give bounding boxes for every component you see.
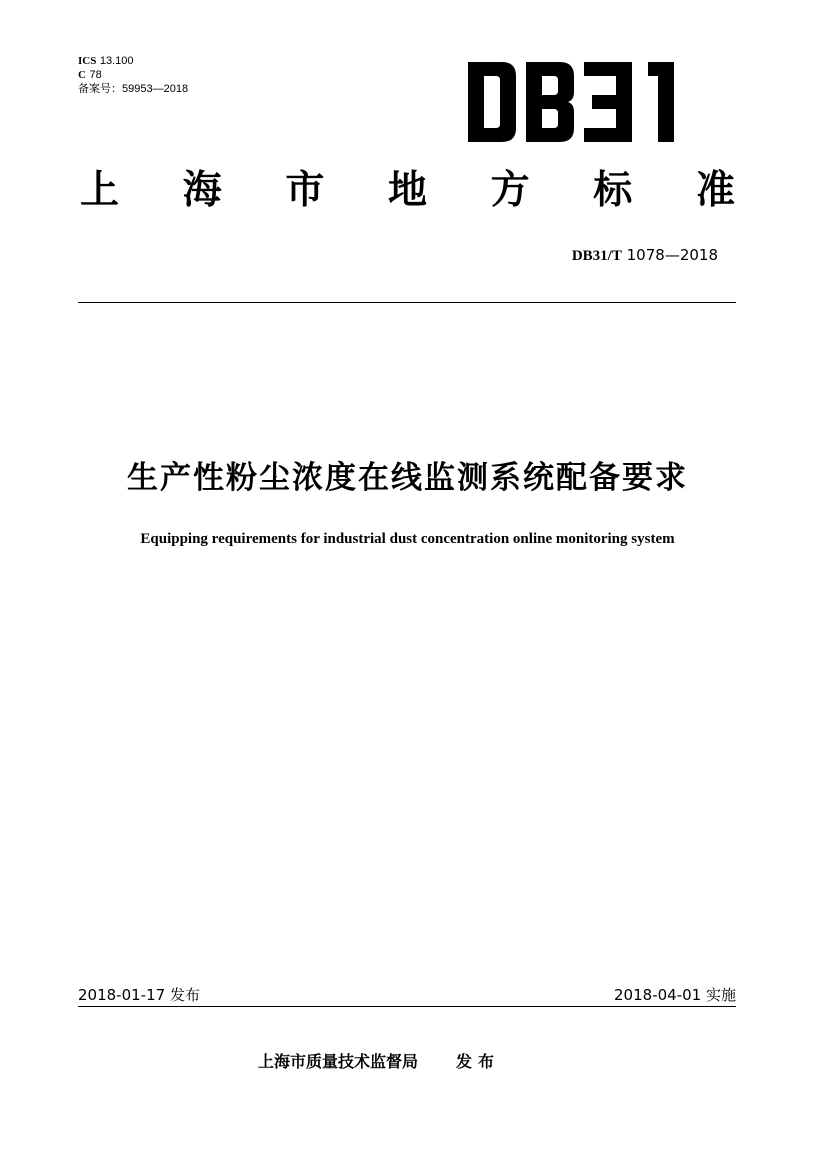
ccs-value: 78	[89, 69, 102, 81]
heading-char: 市	[285, 168, 325, 213]
implementation-date-label: 实施	[705, 986, 736, 1004]
implementation-date-value: 2018-04-01	[614, 986, 702, 1004]
heading-char: 海	[182, 168, 222, 213]
issuing-authority	[258, 1049, 500, 1072]
classification-block	[78, 54, 188, 96]
issuer-name: 上海市质量技术监督局	[258, 1052, 419, 1071]
ics-value: 13.100	[99, 55, 134, 67]
db31-logo	[468, 62, 690, 142]
heading-char: 准	[695, 168, 735, 213]
implementation-date	[614, 984, 736, 1005]
heading-char: 方	[490, 168, 530, 213]
db31-logo-graphic	[468, 62, 690, 142]
ccs-code	[78, 68, 188, 82]
record-number	[78, 82, 188, 96]
document-title-en: Equipping requirements for industrial dust concentration online monitoring system	[140, 531, 675, 547]
standard-number	[572, 246, 718, 265]
standard-number-prefix: DB31/T	[571, 248, 622, 264]
heading-char: 地	[387, 168, 427, 213]
record-label: 备案号：	[78, 82, 122, 95]
heading-char: 标	[593, 168, 633, 213]
heading-char: 上	[80, 168, 120, 213]
footer-divider	[78, 1006, 736, 1007]
issue-date	[78, 984, 200, 1005]
ics-code	[78, 54, 188, 68]
ccs-label: C	[78, 69, 86, 81]
issuer-action: 发布	[456, 1052, 501, 1071]
header-divider	[78, 302, 736, 303]
issue-date-label: 发布	[169, 986, 200, 1004]
issue-date-value: 2018-01-17	[78, 986, 166, 1004]
standard-type-heading	[80, 168, 735, 214]
ics-label: ICS	[78, 55, 97, 67]
standard-number-value: 1078—2018	[626, 246, 718, 264]
document-title-cn: 生产性粉尘浓度在线监测系统配备要求	[127, 460, 688, 496]
record-value: 59953—2018	[122, 83, 189, 95]
